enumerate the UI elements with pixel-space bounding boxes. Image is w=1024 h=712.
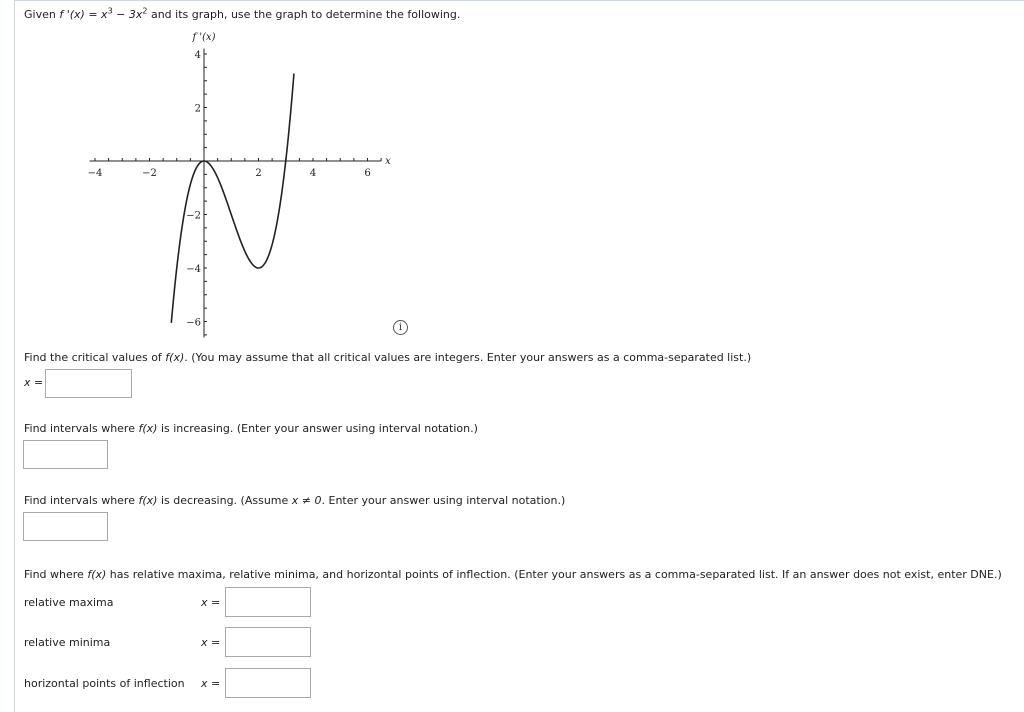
q3-mid: is decreasing. (Assume: [157, 494, 292, 507]
equation-part-2: − 3x: [112, 8, 143, 21]
q3-assumption: x ≠ 0: [291, 494, 322, 507]
curve-line: [171, 74, 294, 323]
relative-minima-input[interactable]: [225, 627, 311, 657]
equation-part: = x: [84, 8, 108, 21]
q2-prefix: Find intervals where: [24, 422, 139, 435]
exponent-3: 3: [107, 6, 113, 16]
critical-values-input[interactable]: [45, 369, 132, 398]
q1-x-label: x =: [24, 376, 44, 389]
fprime-label: f '(x): [59, 8, 85, 21]
q3-prompt: [24, 494, 565, 508]
y-tick-label: 2: [194, 103, 201, 115]
q3-fx: f(x): [138, 494, 158, 507]
y-tick-label: −6: [186, 317, 201, 329]
inflection-x-label: x =: [201, 677, 221, 690]
q3-prefix: Find intervals where: [24, 494, 139, 507]
q4-prompt: [24, 568, 1002, 582]
inflection-input[interactable]: [225, 668, 311, 698]
q4-fx: f(x): [87, 568, 107, 581]
inflection-label: horizontal points of inflection: [24, 677, 185, 690]
q3-suffix: . Enter your answer using interval notation.): [321, 494, 566, 507]
relative-minima-label: relative minima: [24, 636, 111, 649]
x-tick-label: 2: [255, 168, 262, 179]
relative-maxima-input[interactable]: [225, 587, 311, 617]
y-tick-label: −2: [186, 210, 201, 222]
relative-maxima-label: relative maxima: [24, 596, 114, 609]
q4-prefix: Find where: [24, 568, 88, 581]
y-tick-label: 4: [194, 50, 201, 61]
q1-prompt: [24, 351, 751, 365]
q2-suffix: is increasing. (Enter your answer using interval notation.): [157, 422, 478, 435]
q1-fx: f(x): [165, 351, 185, 364]
q2-prompt: [24, 422, 478, 436]
x-tick-label: −2: [142, 168, 157, 179]
q4-suffix: has relative maxima, relative minima, and horizontal points of inflection. (Enter your answers as a comma-separated list. If an answer does not exist, enter DNE.): [106, 568, 1002, 581]
increasing-interval-input[interactable]: [23, 440, 108, 469]
relative-maxima-x-label: x =: [201, 596, 221, 609]
q2-fx: f(x): [138, 422, 158, 435]
exponent-2: 2: [142, 6, 148, 16]
y-tick-label: −4: [186, 264, 201, 275]
relative-minima-x-label: x =: [201, 636, 221, 649]
x-axis-label: x: [385, 156, 391, 167]
x-tick-label: −4: [87, 168, 103, 179]
intro-text-2: and its graph, use the graph to determine the following.: [147, 8, 461, 21]
info-icon[interactable]: i: [393, 320, 408, 335]
chart-title: f '(x): [192, 32, 216, 43]
x-tick-label: 6: [364, 168, 371, 179]
q1-prefix: Find the critical values of: [24, 351, 166, 364]
q1-suffix: . (You may assume that all critical values are integers. Enter your answers as a comma-separated list.): [184, 351, 752, 364]
intro-text: Given: [24, 8, 60, 21]
decreasing-interval-input[interactable]: [23, 512, 108, 541]
x-tick-label: 4: [309, 168, 317, 179]
